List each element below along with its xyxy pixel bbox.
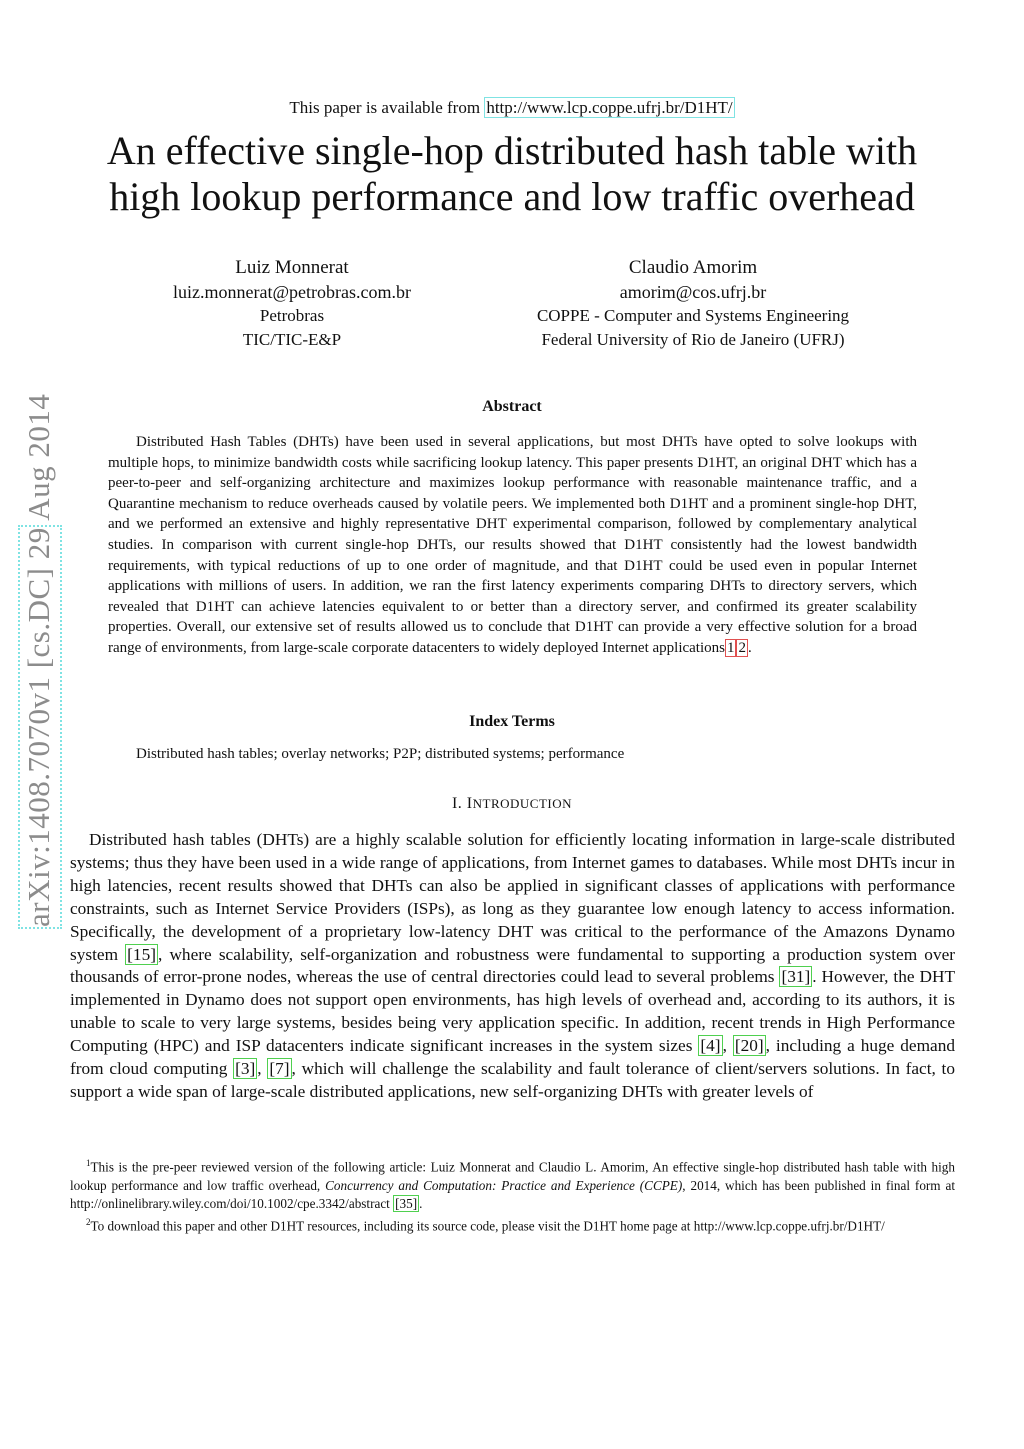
body-text: , <box>722 1036 733 1056</box>
introduction-body <box>70 829 955 1104</box>
citation-link[interactable]: [20] <box>734 1036 764 1056</box>
author-affiliation: Petrobras <box>259 306 325 325</box>
abstract-body <box>108 432 917 659</box>
body-text: , including a huge demand from cloud computing <box>70 1036 955 1079</box>
citation-link[interactable]: [15] <box>127 944 156 964</box>
body-text: , <box>257 1059 268 1079</box>
footnote-text: To download this paper and other D1HT resources, including its source code, please visit the D1HT home page at http://www.lcp.coppe.ufrj.br/D1HT/ <box>90 1218 885 1234</box>
author-affiliation: COPPE - Computer and Systems Engineering <box>536 306 850 325</box>
footnote-1 <box>70 1154 955 1213</box>
footnote-number: 1 <box>86 1158 91 1168</box>
author-name: Luiz Monnerat <box>235 257 349 278</box>
abstract-text: Distributed Hash Tables (DHTs) have been used in several applications, but most DHTs have opted to solve lookups with multiple hops, to minimize bandwidth costs while sacrificing lookup latency. This paper presents D1HT, an original DHT which has a peer-to-peer and self-organizing architecture and maximizes lookup performance with reasonable maintenance traffic, and a Quarantine mechanism to reduce overheads caused by volatile peers. We implemented both D1HT and a prominent single-hop DHT, and we performed an extensive and highly representative DHT experimental comparison, followed by complementary analytical studies. In comparison with current single-hop DHTs, our results showed that D1HT consistently had the lowest bandwidth requirements, with typical reductions of up to one order of magnitude, and that D1HT could be used even in popular Internet applications with millions of users. In addition, we ran the first latency experiments comparing DHTs to directory servers, which revealed that D1HT can achieve latencies equivalent to or better than a directory server, and confirmed its greater scalability properties. Overall, our extensive set of results allowed us to conclude that D1HT can provide a very effective solution for a broad range of environments, from large-scale corporate datacenters to widely deployed Internet applications <box>108 434 917 656</box>
citation-link[interactable]: [31] <box>781 967 811 987</box>
footnote-text: , 2014, which has been published in final form at http://onlinelibrary.wiley.com/doi/10.1002/cpe.3342/abstract <box>70 1177 955 1211</box>
footnote-number: 2 <box>86 1217 91 1227</box>
footnote-text: . <box>419 1195 423 1211</box>
citation-link[interactable]: [35] <box>395 1195 418 1211</box>
title-line-2: high lookup performance and low traffic overhead <box>109 174 915 219</box>
footnote-link[interactable]: 2 <box>738 639 746 656</box>
footnote-link[interactable]: 1 <box>726 639 735 656</box>
index-terms-body: Distributed hash tables; overlay networks; P2P; distributed systems; performance <box>136 746 625 762</box>
abstract-heading: Abstract <box>482 398 542 415</box>
author-email: luiz.monnerat@petrobras.com.br <box>173 282 411 302</box>
journal-name: Concurrency and Computation: Practice and Experience (CCPE) <box>325 1177 683 1193</box>
section-first-letter: I <box>466 795 473 812</box>
title-line-1: An effective single-hop distributed hash table with <box>106 128 918 173</box>
body-text: Distributed hash tables (DHTs) are a highly scalable solution for efficiently locating information in large-scale distributed systems; thus they have been used in a wide range of applications, from Internet games to databases. While most DHTs incur in high latencies, recent results showed that DHTs can also be applied in significant classes of applications with performance constraints, such as Internet Service Providers (ISPs), as long as they guarantee low enough latency to access information. Specifically, the development of a proprietary low-latency DHT was critical to the performance of the Amazons Dynamo system <box>70 830 955 964</box>
abstract-end: . <box>747 639 752 656</box>
section-title-rest: NTRODUCTION <box>472 796 573 811</box>
citation-link[interactable]: [3] <box>235 1059 256 1079</box>
author-department: Federal University of Rio de Janeiro (UFRJ) <box>541 330 845 349</box>
arxiv-stamp[interactable]: arXiv:1408.7070v1 [cs.DC] 29 Aug 2014 <box>18 525 62 929</box>
author-email: amorim@cos.ufrj.br <box>619 282 767 302</box>
author-block-2 <box>503 256 883 352</box>
body-text: , which will challenge the scalability and fault tolerance of client/servers solutions. In fact, to support a wide span of large-scale distributed applications, new self-organizing DHTs with greater levels of <box>70 1059 956 1101</box>
author-department: TIC/TIC-E&P <box>242 330 342 349</box>
footnotes <box>70 1154 955 1236</box>
section-number: I. <box>451 795 467 812</box>
body-text: . However, the DHT implemented in Dynamo does not support open environments, has high levels of overhead and, according to its authors, it is unable to scale to very large systems, besides being very application specific. In addition, recent trends in High Performance Computing (HPC) and ISP datacenters indicate significant increases in the system sizes <box>70 967 955 1056</box>
author-block-1 <box>102 256 482 352</box>
footnote-2 <box>70 1213 955 1236</box>
author-name: Claudio Amorim <box>628 257 758 278</box>
citation-link[interactable]: [4] <box>700 1036 721 1056</box>
paper-title <box>60 128 964 220</box>
index-terms-heading: Index Terms <box>469 713 555 730</box>
availability-link[interactable]: http://www.lcp.coppe.ufrj.br/D1HT/ <box>486 98 733 117</box>
citation-link[interactable]: [7] <box>269 1059 290 1079</box>
footnote-text: This is the pre-peer reviewed version of the following article: Luiz Monnerat and Claudio L. Amorim, An effective single-hop distributed hash table with high lookup performance and low traffic overhead, <box>70 1159 955 1193</box>
section-heading <box>0 795 1024 813</box>
availability-prefix: This paper is available from <box>289 98 485 117</box>
body-text: , where scalability, self-organization and robustness were fundamental to supporting a production system over thousands of error-prone nodes, whereas the use of central directories could lead to several problems <box>70 944 956 987</box>
availability-line <box>0 98 1024 118</box>
